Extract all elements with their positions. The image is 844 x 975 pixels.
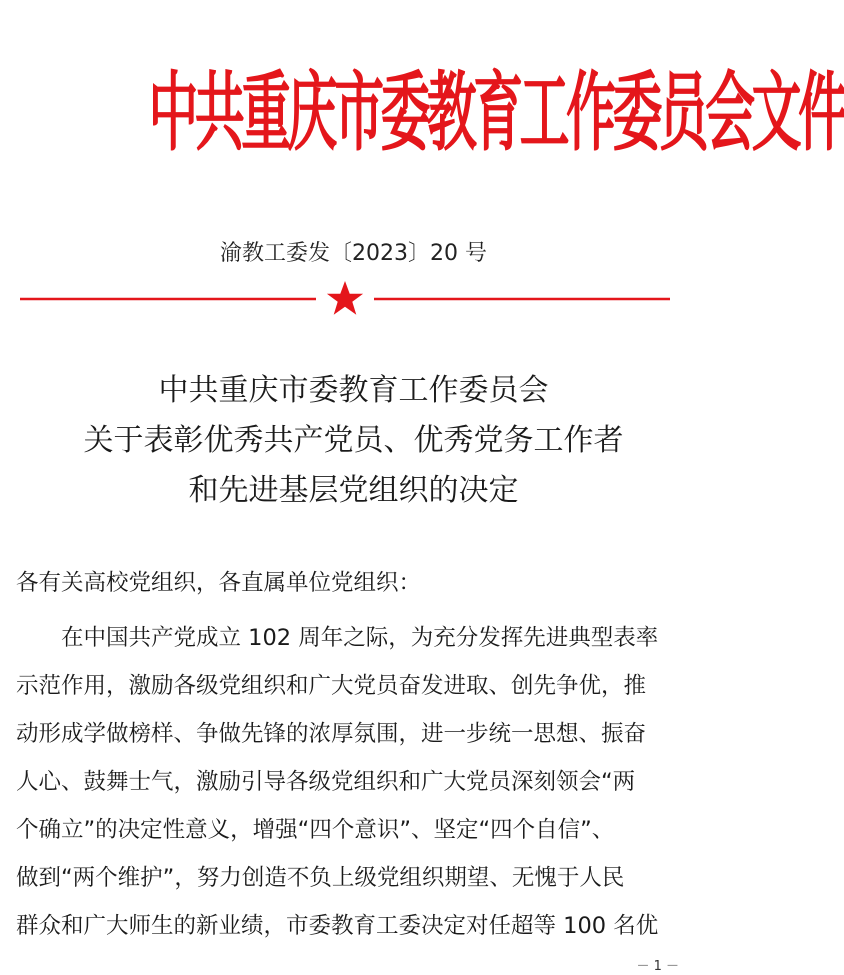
paragraph-line: 做到“两个维护”，努力创造不负上级党组织期望、无愧于人民: [16, 865, 625, 891]
document-number: 渝教工委发〔2023〕20 号: [220, 241, 487, 266]
paragraph-line: 个确立”的决定性意义，增强“四个意识”、坚定“四个自信”、: [16, 817, 615, 843]
paragraph-line: 在中国共产党成立 102 周年之际，为充分发挥先进典型表率: [61, 625, 659, 651]
title-line-1: 中共重庆市委教育工作委员会: [158, 373, 549, 408]
title-line-3: 和先进基层党组织的决定: [188, 473, 519, 508]
title-line-2: 关于表彰优秀共产党员、优秀党务工作者: [83, 423, 624, 458]
document-title: [0, 366, 707, 516]
document-masthead: 中共重庆市委教育工作委员会文件: [148, 63, 844, 163]
paragraph-line: 群众和广大师生的新业绩，市委教育工委决定对任超等 100 名优: [16, 913, 659, 939]
paragraph-line: 动形成学做榜样、争做先锋的浓厚氛围，进一步统一思想、振奋: [16, 721, 647, 747]
document-body: [16, 566, 684, 950]
salutation: 各有关高校党组织，各直属单位党组织：: [16, 570, 422, 596]
star-icon: [327, 281, 363, 315]
red-divider: [0, 278, 707, 318]
paragraph-line: 示范作用，激励各级党组织和广大党员奋发进取、创先争优，推: [16, 673, 647, 699]
paragraph-line: 人心、鼓舞士气，激励引导各级党组织和广大党员深刻领会“两: [16, 769, 636, 795]
page-number: － 1 －: [636, 959, 679, 974]
